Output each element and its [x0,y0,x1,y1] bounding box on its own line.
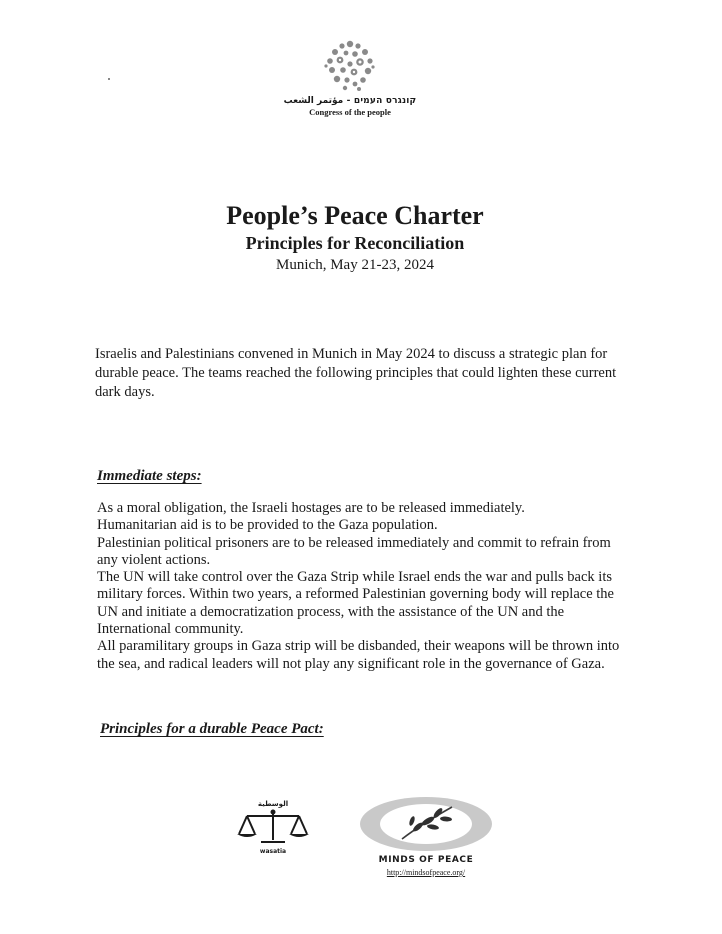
wasatia-logo [232,800,314,855]
minds-of-peace-name: MINDS OF PEACE [378,855,474,865]
immediate-steps-list [97,500,622,673]
wasatia-label: wasatia [259,848,287,855]
step-item: All paramilitary groups in Gaza strip will be disbanded, their weapons will be thrown into the sea, and radical leaders will not play any significant role in the governance of Gaza. [97,638,620,672]
minds-of-peace-logo [356,795,496,877]
document-date: Munich, May 21-23, 2024 [276,257,434,273]
logo-hebrew-arabic-text: קונגרס העמים - مؤتمر الشعب [283,96,417,106]
congress-logo [270,38,430,117]
step-item: Palestinian political prisoners are to be released immediately and commit to refrain from any violent actions. [97,534,611,568]
logo-english-text: Congress of the people [309,107,391,117]
olive-branch-icon [358,795,494,853]
wasatia-arabic-text: الوسطية [257,800,289,808]
step-item: The UN will take control over the Gaza Strip while Israel ends the war and pulls back its military forces. Within two years, a reformed Palestinian governing body will replace the UN and initiate a democratization process, with the assistance of the UN and the International community. [97,569,614,638]
scan-speck [108,78,110,80]
intro-paragraph: Israelis and Palestinians convened in Munich in May 2024 to discuss a strategic plan for durable peace. The teams reached the following principles that could lighten these current dark days. [95,346,617,400]
step-item: As a moral obligation, the Israeli hostages are to be released immediately. [97,500,525,516]
step-item: Humanitarian aid is to be provided to the Gaza population. [97,517,438,534]
document-subtitle: Principles for Reconciliation [245,233,465,253]
document-title: People’s Peace Charter [226,201,484,230]
scales-icon [233,808,313,848]
immediate-steps-heading: Immediate steps: [97,468,202,484]
peace-pact-heading: Principles for a durable Peace Pact: [100,721,324,737]
dots-logo-icon [315,38,385,94]
minds-of-peace-link[interactable]: http://mindsofpeace.org/ [386,868,466,877]
title-block [0,200,716,276]
